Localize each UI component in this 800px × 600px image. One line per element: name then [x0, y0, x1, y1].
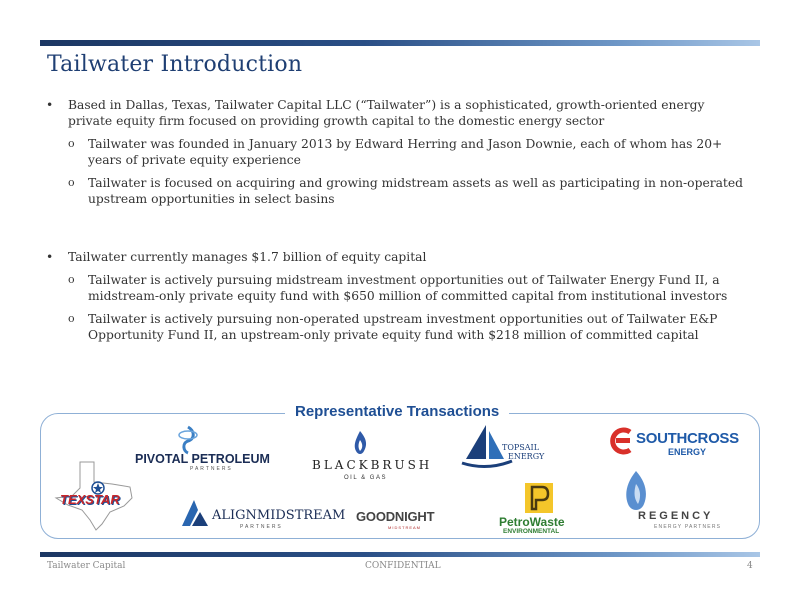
goodnight-tag: MIDSTREAM	[388, 525, 421, 530]
topsail-name-line2: ENERGY	[508, 452, 545, 461]
bullet-mark: •	[46, 250, 54, 264]
texstar-logo	[52, 460, 142, 532]
blackbrush-name: BLACKBRUSH	[312, 458, 433, 472]
southcross-tag: ENERGY	[668, 447, 707, 457]
petrowaste-name: PetroWaste	[499, 515, 565, 529]
bullet-text: Tailwater currently manages $1.7 billion of equity capital	[68, 250, 427, 264]
align-midstream-logo	[178, 498, 346, 532]
page-title: Tailwater Introduction	[47, 52, 303, 77]
pivotal-name: PIVOTAL PETROLEUM	[135, 452, 270, 466]
goodnight-logo	[356, 509, 456, 537]
transactions-heading: Representative Transactions	[285, 403, 509, 420]
sub-bullet-mark: o	[68, 273, 75, 286]
align-name: ALIGNMIDSTREAM	[212, 508, 346, 523]
page-number: 4	[747, 561, 753, 571]
pivotal-swirl-icon	[173, 425, 203, 455]
southcross-name: SOUTHCROSS	[636, 430, 739, 447]
sub-bullet-item	[46, 311, 746, 343]
footer-confidential: CONFIDENTIAL	[365, 561, 441, 571]
sub-bullet-text: Tailwater is actively pursuing midstream investment opportunities out of Tailwater Energy Fund II, a midstream-only private equity fund with $650 million of committed capital from institutional investors	[88, 273, 728, 303]
petrowaste-logo	[497, 482, 582, 537]
blackbrush-logo	[312, 430, 433, 485]
bullet-mark: •	[46, 98, 54, 112]
sub-bullet-mark: o	[68, 176, 75, 189]
topsail-energy-logo	[460, 423, 560, 473]
sub-bullet-item	[46, 136, 746, 168]
sub-bullet-item	[46, 272, 746, 304]
bullet-item	[46, 97, 746, 129]
footer-company: Tailwater Capital	[47, 561, 126, 571]
footer-rule	[40, 552, 760, 557]
blackbrush-tag: OIL & GAS	[344, 475, 387, 481]
pivotal-tag: PARTNERS	[190, 466, 233, 472]
pivotal-petroleum-logo	[135, 425, 270, 472]
petrowaste-tag: ENVIRONMENTAL	[503, 528, 560, 535]
sub-bullet-text: Tailwater was founded in January 2013 by Edward Herring and Jason Downie, each of whom has 20+ years of private equity experience	[88, 137, 723, 167]
regency-energy-partners-logo	[620, 470, 730, 530]
regency-tag: ENERGY PARTNERS	[654, 524, 722, 530]
blackbrush-flame-icon	[349, 430, 371, 456]
bullet-item	[46, 249, 746, 265]
southcross-emblem-icon	[608, 426, 634, 456]
sub-bullet-item	[46, 175, 746, 207]
body-content	[46, 97, 746, 343]
topsail-name-line1: TOPSAIL	[502, 443, 540, 452]
align-triangles-icon	[178, 498, 210, 528]
align-tag: PARTNERS	[240, 524, 283, 530]
sub-bullet-text: Tailwater is focused on acquiring and growing midstream assets as well as participating in non-operated upstream opportunities in select basins	[88, 176, 744, 206]
header-rule	[40, 40, 760, 46]
bullet-text: Based in Dallas, Texas, Tailwater Capital LLC (“Tailwater”) is a sophisticated, growth-oriented energy private equity firm focused on providing growth capital to the domestic energy sector	[68, 98, 705, 128]
sub-bullet-text: Tailwater is actively pursuing non-operated upstream investment opportunities out of Tailwater E&P Opportunity Fund II, an upstream-only private equity fund with $218 million of committed capital	[88, 312, 718, 342]
petrowaste-p-icon	[524, 482, 554, 514]
southcross-energy-logo	[608, 424, 743, 464]
goodnight-name: GOODNIGHT	[356, 509, 435, 524]
sub-bullet-mark: o	[68, 312, 75, 325]
regency-name: REGENCY	[638, 510, 714, 522]
sub-bullet-mark: o	[68, 137, 75, 150]
texstar-name: TEXSTAR	[60, 492, 120, 507]
